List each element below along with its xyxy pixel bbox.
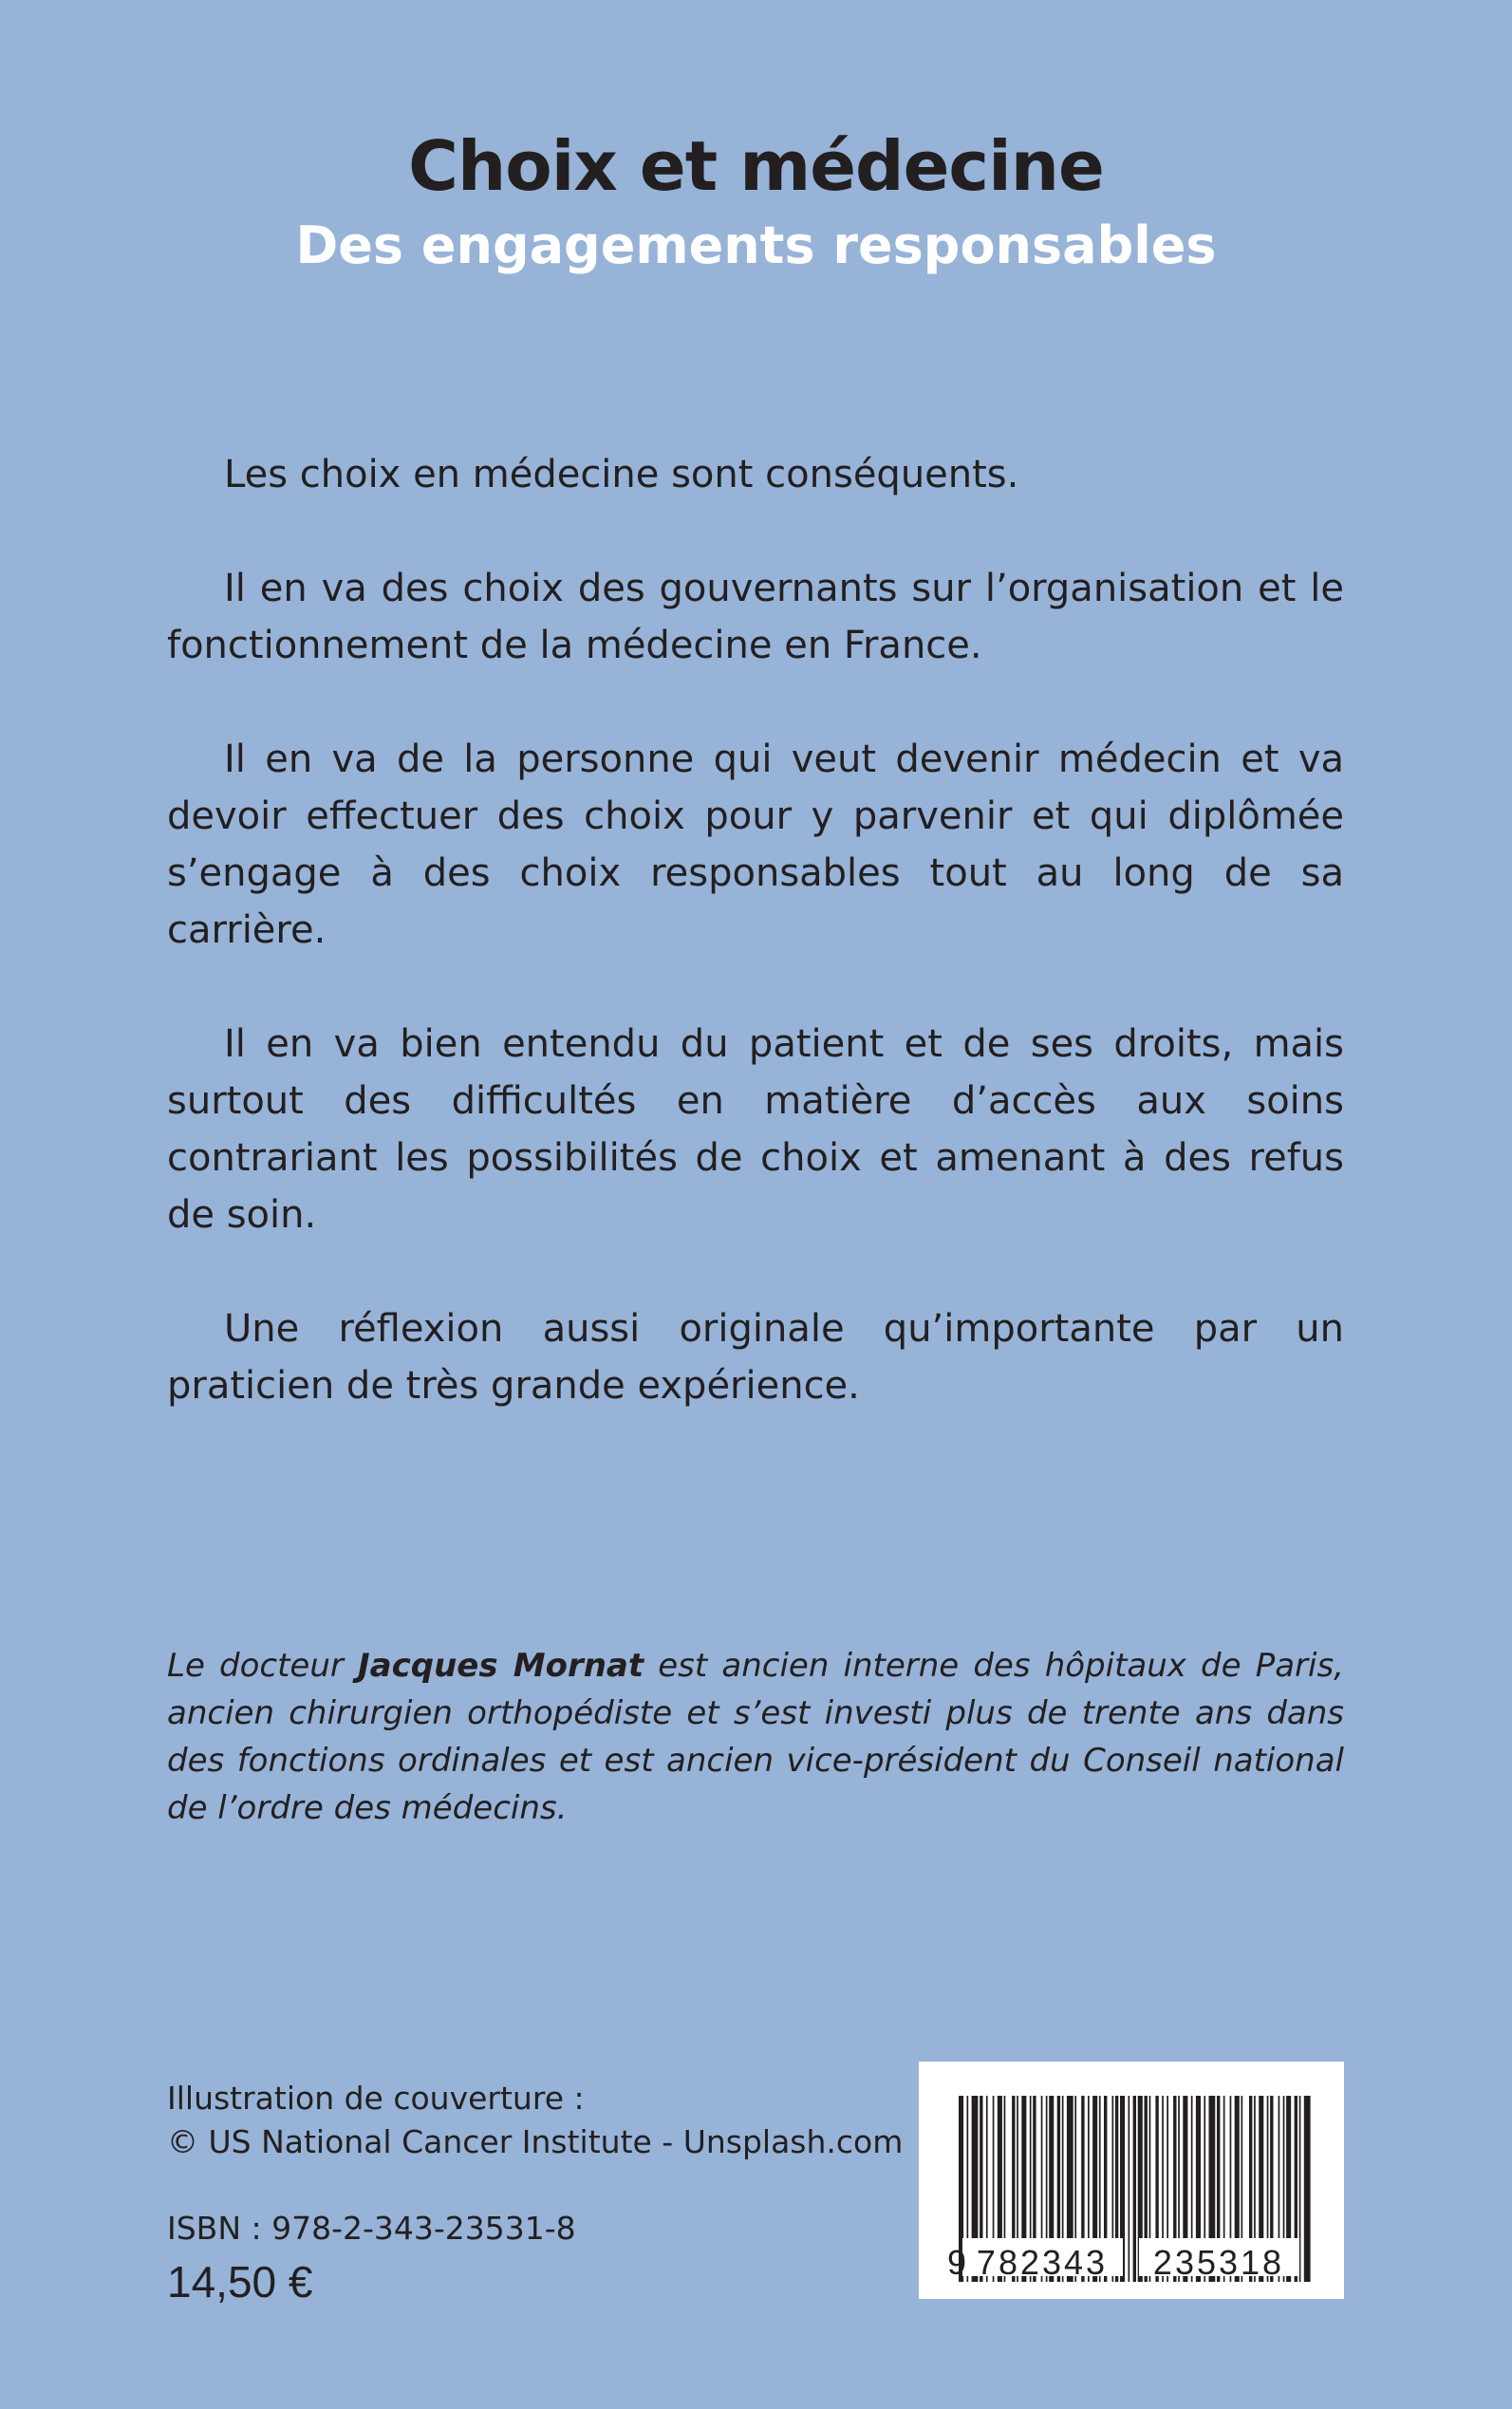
barcode-digits-right: 235318 (1152, 2243, 1285, 2282)
barcode-bar (1133, 2096, 1136, 2282)
summary-paragraph: Une réflexion aussi originale qu’importante par un praticien de très grande expérience. (167, 1307, 1344, 1408)
price: 14,50 € (167, 2257, 313, 2306)
barcode (919, 2062, 1344, 2299)
summary-paragraph: Il en va des choix des gouvernants sur l’organisation et le fonctionnement de la médecine en France. (167, 567, 1344, 667)
author-bio (167, 1642, 1344, 1832)
isbn: ISBN : 978-2-343-23531-8 (167, 2210, 576, 2247)
barcode-bar (1304, 2096, 1311, 2282)
summary-paragraph: Il en va bien entendu du patient et de ses droits, mais surtout des difficultés en matière d’accès aux soins contrariant les possibilités de choix et amenant à des refus de soin. (167, 1022, 1344, 1237)
barcode-bar (1129, 2096, 1130, 2282)
book-subtitle: Des engagements responsables (295, 215, 1217, 275)
author-bio-text: est ancien interne des hôpitaux de Paris, ancien chirurgien orthopédiste et s’est investi plus de trente ans dans des fonctions ordinales et est ancien vice-président du Conseil national de l’ordre des médecins. (167, 1647, 1344, 1827)
author-bio-prefix: Le docteur (167, 1647, 358, 1685)
book-title: Choix et médecine (408, 126, 1104, 206)
barcode-digits-left: 782343 (976, 2243, 1109, 2282)
summary-paragraph: Il en va de la personne qui veut devenir médecin et va devoir effectuer des choix pour y parvenir et qui diplômée s’engage à des choix responsables tout au long de sa carrière. (167, 738, 1344, 952)
credits-label: Illustration de couverture : (167, 2080, 585, 2117)
barcode-graphic (919, 2062, 1344, 2299)
summary-paragraph: Les choix en médecine sont conséquents. (224, 453, 1019, 496)
cover-credits (167, 2077, 903, 2164)
back-cover-summary (167, 446, 1344, 1471)
credits-source: © US National Cancer Institute - Unsplash.com (167, 2123, 904, 2160)
author-name: Jacques Mornat (358, 1647, 644, 1685)
barcode-digit-first: 9 (947, 2243, 967, 2282)
